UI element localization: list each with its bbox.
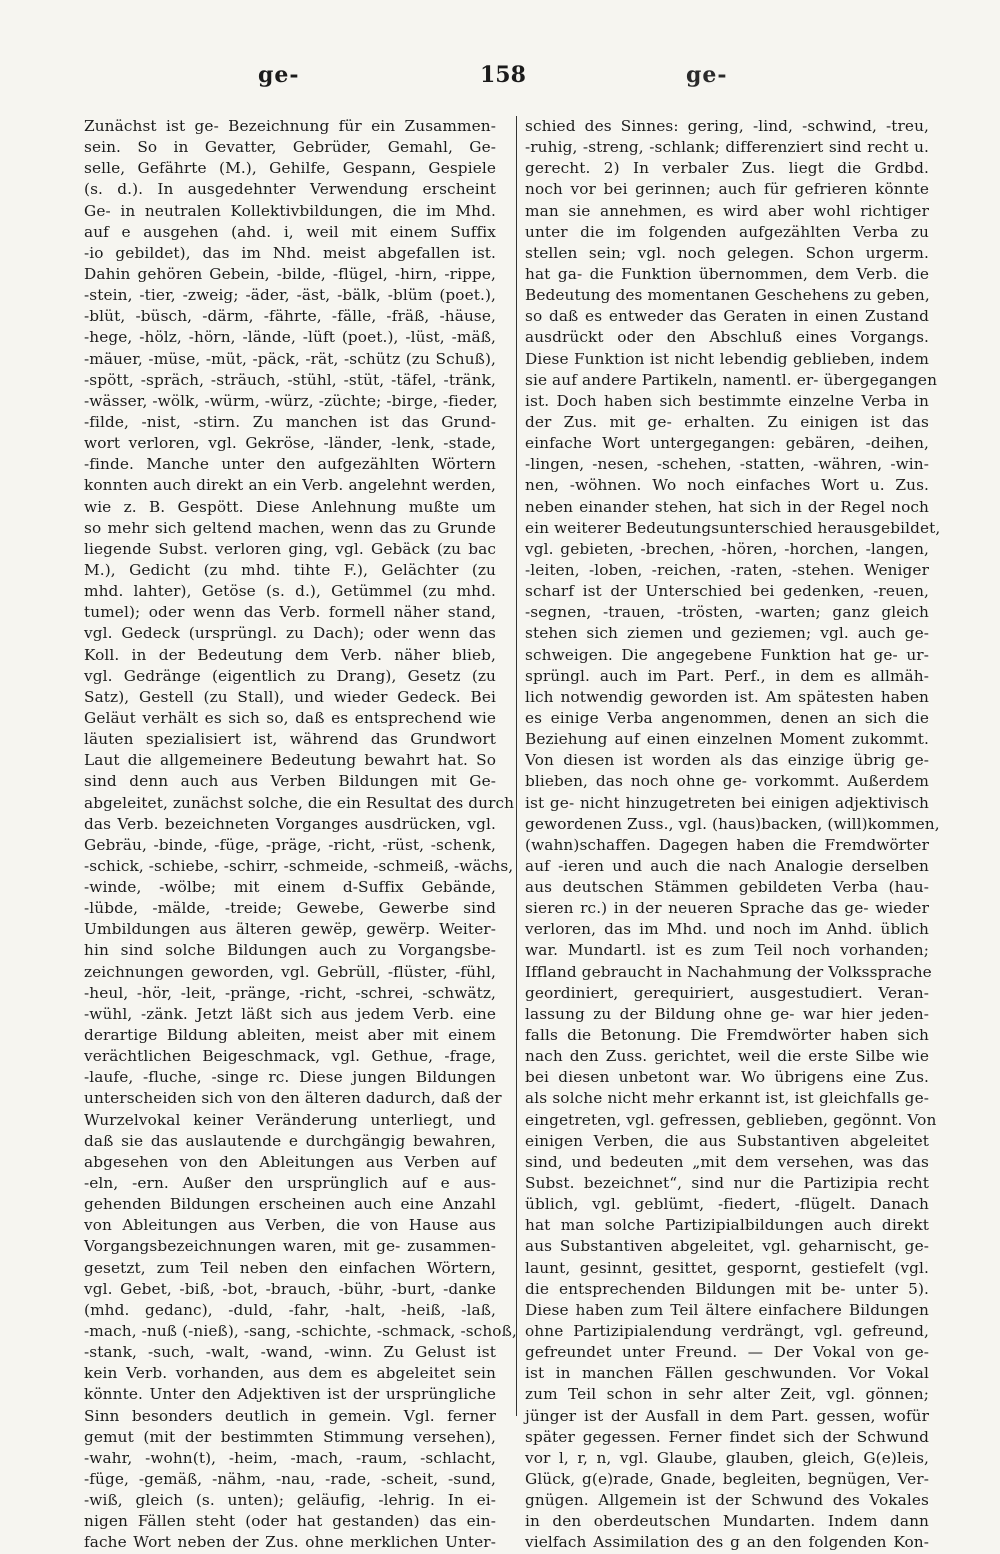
text-line: mhd. lahter), Getöse (s. d.), Getümmel (zu mhd. [84, 582, 496, 601]
text-line: sind, und bedeuten „mit dem versehen, was das [525, 1152, 929, 1171]
text-line: einfache Wort untergegangen: gebären, -deihen, [525, 434, 929, 453]
text-line: einigen Verben, die aus Substantiven abgeleitet [525, 1131, 929, 1150]
text-line: abgesehen von den Ableitungen aus Verben auf [84, 1152, 496, 1171]
left-text-column [84, 116, 517, 1552]
text-line: verloren, das im Mhd. und noch im Anhd. üblich [525, 920, 929, 939]
text-line: Dahin gehören Gebein, -bilde, -flügel, -hirn, -rippe, [84, 264, 496, 283]
text-line: geordiniert, gerequiriert, ausgestudiert. Veran- [525, 983, 929, 1002]
text-line: Vorgangsbezeichnungen waren, mit ge- zusammen- [84, 1237, 496, 1256]
text-line: Iffland gebraucht in Nachahmung der Volkssprache [525, 962, 932, 981]
text-line: (mhd. gedanc), -duld, -fahr, -halt, -heiß, -laß, [84, 1300, 496, 1319]
text-line: gnügen. Allgemein ist der Schwund des Vokales [525, 1491, 929, 1510]
text-line: hin sind solche Bildungen auch zu Vorgangsbe- [84, 941, 496, 960]
text-line: gesetzt, zum Teil neben den einfachen Wörtern, [84, 1258, 496, 1277]
text-line: aus deutschen Stämmen gebildeten Verba (hau- [525, 878, 929, 897]
text-line: abgeleitet, zunächst solche, die ein Resultat des durch [84, 793, 515, 812]
text-line: scharf ist der Unterschied bei gedenken, -reuen, [525, 582, 929, 601]
text-line: sie auf andere Partikeln, namentl. er- übergegangen [525, 370, 938, 389]
text-line: war. Mundartl. ist es zum Teil noch vorhanden; [525, 941, 929, 960]
text-line: neben einander stehen, hat sich in der Regel noch [525, 497, 929, 516]
text-line: stellen sein; vgl. noch gelegen. Schon urgerm. [525, 243, 929, 262]
text-line: daß sie das auslautende e durchgängig bewahren, [84, 1131, 496, 1150]
text-line: -stank, -such, -walt, -wand, -winn. Zu Gelust ist [84, 1343, 496, 1362]
text-line: -wässer, -wölk, -würm, -würz, -züchte; -birge, -fieder, [84, 391, 498, 410]
text-line: Wurzelvokal keiner Veränderung unterliegt, und [84, 1110, 496, 1129]
text-line: Satz), Gestell (zu Stall), und wieder Gedeck. Bei [84, 687, 496, 706]
text-line: -blüt, -büsch, -därm, -fährte, -fälle, -fräß, -häuse, [84, 307, 496, 326]
text-line: konnten auch direkt an ein Verb. angelehnt werden, [84, 476, 496, 495]
text-line: -winde, -wölbe; mit einem d-Suffix Gebände, [84, 878, 496, 897]
text-line: jünger ist der Ausfall in dem Part. gessen, wofür [525, 1406, 929, 1425]
text-line: ist ge- nicht hinzugetreten bei einigen adjektivisch [525, 793, 929, 812]
text-line: Diese haben zum Teil ältere einfachere Bildungen [525, 1300, 929, 1319]
text-line: üblich, vgl. geblümt, -fiedert, -flügelt. Danach [525, 1195, 929, 1214]
text-line: Koll. in der Bedeutung dem Verb. näher blieb, [84, 645, 496, 664]
text-line: Laut die allgemeinere Bedeutung bewahrt hat. So [84, 751, 496, 770]
text-line: -wahr, -wohn(t), -heim, -mach, -raum, -schlacht, [84, 1448, 496, 1467]
text-line: die entsprechenden Bildungen mit be- unter 5). [525, 1279, 929, 1298]
text-line: -wiß, gleich (s. unten); geläufig, -lehrig. In ei- [84, 1491, 496, 1510]
text-line: später gegessen. Ferner findet sich der Schwund [525, 1427, 929, 1446]
text-line: könnte. Unter den Adjektiven ist der ursprüngliche [84, 1385, 496, 1404]
text-line: -leiten, -loben, -reichen, -raten, -stehen. Weniger [525, 560, 929, 579]
text-line: ist. Doch haben sich bestimmte einzelne Verba in [525, 391, 929, 410]
text-line: sein. So in Gevatter, Gebrüder, Gemahl, Ge- [84, 138, 496, 157]
text-line: -io gebildet), das im Nhd. meist abgefallen ist. [84, 243, 496, 262]
text-line: bei diesen unbetont war. Wo übrigens eine Zus. [525, 1068, 929, 1087]
text-line: derartige Bildung ableiten, meist aber mit einem [84, 1026, 496, 1045]
text-line: ohne Partizipialendung verdrängt, vgl. gefreund, [525, 1322, 929, 1341]
text-line: von Ableitungen aus Verben, die von Hause aus [84, 1216, 496, 1235]
text-line: sind denn auch aus Verben Bildungen mit Ge- [84, 772, 496, 791]
text-line: vgl. Gebet, -biß, -bot, -brauch, -bühr, -burt, -danke [84, 1279, 496, 1298]
text-line: auf -ieren und auch die nach Analogie derselben [525, 856, 929, 875]
text-line: Umbildungen aus älteren gewëp, gewërp. Weiter- [84, 920, 496, 939]
text-line: man sie annehmen, es wird aber wohl richtiger [525, 201, 929, 220]
text-line: vgl. Gedeck (ursprüngl. zu Dach); oder wenn das [84, 624, 496, 643]
text-line: verächtlichen Beigeschmack, vgl. Gethue, -frage, [84, 1047, 496, 1066]
text-line: kein Verb. vorhanden, aus dem es abgeleitet sein [84, 1364, 496, 1383]
text-line: wort verloren, vgl. Gekröse, -länder, -lenk, -stade, [84, 434, 496, 453]
text-line: Gebräu, -binde, -füge, -präge, -richt, -rüst, -schenk, [84, 835, 496, 854]
text-line: -filde, -nist, -stirn. Zu manchen ist das Grund- [84, 412, 496, 431]
text-line: wie z. B. Gespött. Diese Anlehnung mußte um [84, 497, 496, 516]
text-line: Sinn besonders deutlich in gemein. Vgl. ferner [84, 1406, 496, 1425]
text-line: stehen sich ziemen und geziemen; vgl. auch ge- [525, 624, 929, 643]
text-line: -eln, -ern. Außer den ursprünglich auf e aus- [84, 1174, 496, 1193]
text-line: M.), Gedicht (zu mhd. tihte F.), Gelächter (zu [84, 560, 496, 579]
text-line: -lingen, -nesen, -schehen, -statten, -währen, -win- [525, 455, 929, 474]
text-line: gehenden Bildungen erscheinen auch eine Anzahl [84, 1195, 496, 1214]
text-line: nach den Zuss. gerichtet, weil die erste Silbe wie [525, 1047, 929, 1066]
text-line: sieren rc.) in der neueren Sprache das ge- wieder [525, 899, 929, 918]
text-line: aus Substantiven abgeleitet, vgl. geharnischt, ge- [525, 1237, 929, 1256]
text-line: -ruhig, -streng, -schlank; differenziert sind recht u. [525, 138, 929, 157]
text-line: selle, Gefährte (M.), Gehilfe, Gespann, Gespiele [84, 159, 496, 178]
text-line: ist in manchen Fällen geschwunden. Vor Vokal [525, 1364, 929, 1383]
text-line: das Verb. bezeichneten Vorganges ausdrücken, vgl. [84, 814, 496, 833]
text-line: hat man solche Partizipialbildungen auch direkt [525, 1216, 929, 1235]
text-line: Von diesen ist worden als das einzige übrig ge- [525, 751, 929, 770]
text-line: schweigen. Die angegebene Funktion hat ge- ur- [525, 645, 929, 664]
text-line: in den oberdeutschen Mundarten. Indem dann [525, 1512, 929, 1531]
page-header [0, 62, 1000, 102]
text-line: unterscheiden sich von den älteren dadurch, daß der [84, 1089, 502, 1108]
text-line: lich notwendig geworden ist. Am spätesten haben [525, 687, 929, 706]
text-line: liegende Subst. verloren ging, vgl. Gebäck (zu bac [84, 539, 496, 558]
text-line: -spött, -spräch, -sträuch, -stühl, -stüt, -täfel, -tränk, [84, 370, 496, 389]
text-line: Ge- in neutralen Kollektivbildungen, die im Mhd. [84, 201, 496, 220]
text-line: so mehr sich geltend machen, wenn das zu Grunde [84, 518, 496, 537]
text-line: -stein, -tier, -zweig; -äder, -äst, -bälk, -blüm (poet.), [84, 286, 496, 305]
text-line: schied des Sinnes: gering, -lind, -schwind, -treu, [525, 117, 929, 135]
text-line: (s. d.). In ausgedehnter Verwendung erscheint [84, 180, 496, 199]
text-line: tumel); oder wenn das Verb. formell näher stand, [84, 603, 496, 622]
text-line: -finde. Manche unter den aufgezählten Wörtern [84, 455, 496, 474]
text-line: vgl. gebieten, -brechen, -hören, -horchen, -langen, [525, 539, 929, 558]
text-line: noch vor bei gerinnen; auch für gefrieren könnte [525, 180, 929, 199]
text-line: gerecht. 2) In verbaler Zus. liegt die Grdbd. [525, 159, 929, 178]
text-line: der Zus. mit ge- erhalten. Zu einigen ist das [525, 412, 929, 431]
text-line: Subst. bezeichnet“, sind nur die Partizipia recht [525, 1174, 929, 1193]
text-line: auf e ausgehen (ahd. i, weil mit einem Suffix [84, 222, 496, 241]
text-line: -segnen, -trauen, -trösten, -warten; ganz gleich [525, 603, 929, 622]
text-line: zum Teil schon in sehr alter Zeit, vgl. gönnen; [525, 1385, 929, 1404]
text-line: gewordenen Zuss., vgl. (haus)backen, (will)kommen, [525, 814, 940, 833]
text-line: -heul, -hör, -leit, -pränge, -richt, -schrei, -schwätz, [84, 983, 496, 1002]
text-line: gefreundet unter Freund. — Der Vokal von ge- [525, 1343, 929, 1362]
text-line: hat ga- die Funktion übernommen, dem Verb. die [525, 264, 929, 283]
text-line: vor l, r, n, vgl. Glaube, glauben, gleich, G(e)leis, [525, 1448, 929, 1467]
text-line: Glück, g(e)rade, Gnade, begleiten, begnügen, Ver- [525, 1470, 929, 1488]
right-catchword: ge- [686, 62, 728, 88]
text-line: Zunächst ist ge- Bezeichnung für ein Zusammen- [84, 117, 496, 135]
text-line: Bedeutung des momentanen Geschehens zu geben, [525, 286, 930, 305]
text-line: -laufe, -fluche, -singe rc. Diese jungen Bildungen [84, 1068, 496, 1087]
text-line: blieben, das noch ohne ge- vorkommt. Außerdem [525, 772, 929, 791]
text-line: zeichnungen geworden, vgl. Gebrüll, -flüster, -fühl, [84, 962, 496, 981]
text-line: so daß es entweder das Geraten in einen Zustand [525, 307, 929, 326]
text-line: Diese Funktion ist nicht lebendig geblieben, indem [525, 349, 929, 368]
text-line: Beziehung auf einen einzelnen Moment zukommt. [525, 730, 929, 749]
text-line: -mäuer, -müse, -müt, -päck, -rät, -schütz (zu Schuß), [84, 349, 496, 368]
text-line: -mach, -nuß (-nieß), -sang, -schichte, -schmack, -schoß, [84, 1322, 517, 1341]
text-line: vgl. Gedränge (eigentlich zu Drang), Gesetz (zu [84, 666, 496, 685]
text-line: -füge, -gemäß, -nähm, -nau, -rade, -scheit, -sund, [84, 1470, 496, 1488]
text-line: nen, -wöhnen. Wo noch einfaches Wort u. Zus. [525, 476, 929, 495]
text-line: ausdrückt oder den Abschluß eines Vorgangs. [525, 328, 929, 347]
text-line: nigen Fällen steht (oder hat gestanden) das ein- [84, 1512, 496, 1531]
page-number: 158 [480, 62, 526, 88]
text-line: fache Wort neben der Zus. ohne merklichen Unter- [84, 1533, 496, 1552]
text-line: -wühl, -zänk. Jetzt läßt sich aus jedem Verb. eine [84, 1004, 496, 1023]
text-line: (wahn)schaffen. Dagegen haben die Fremdwörter [525, 835, 929, 854]
text-line: eingetreten, vgl. gefressen, geblieben, gegönnt. Von [525, 1110, 937, 1129]
text-line: -schick, -schiebe, -schirr, -schmeide, -schmeiß, -wächs, [84, 856, 514, 875]
text-line: falls die Betonung. Die Fremdwörter haben sich [525, 1026, 929, 1045]
text-line: -lübde, -mälde, -treide; Gewebe, Gewerbe sind [84, 899, 496, 918]
text-line: -hege, -hölz, -hörn, -lände, -lüft (poet.), -lüst, -mäß, [84, 328, 496, 347]
text-line: gemut (mit der bestimmten Stimmung versehen), [84, 1427, 496, 1446]
text-line: als solche nicht mehr erkannt ist, ist gleichfalls ge- [525, 1089, 929, 1108]
text-line: launt, gesinnt, gesittet, gespornt, gestiefelt (vgl. [525, 1258, 929, 1277]
text-line: lassung zu der Bildung ohne ge- war hier jeden- [525, 1004, 929, 1023]
text-line: vielfach Assimilation des g an den folgenden Kon- [525, 1533, 929, 1552]
text-line: läuten spezialisiert ist, während das Grundwort [84, 730, 496, 749]
right-text-column [516, 116, 941, 1552]
text-line: sprüngl. auch im Part. Perf., in dem es allmäh- [525, 666, 929, 685]
text-line: es einige Verba angenommen, denen an sich die [525, 708, 929, 727]
text-line: ein weiterer Bedeutungsunterschied herausgebildet, [525, 518, 941, 537]
text-line: unter die im folgenden aufgezählten Verba zu [525, 222, 929, 241]
text-line: Geläut verhält es sich so, daß es entsprechend wie [84, 708, 496, 727]
left-catchword: ge- [258, 62, 300, 88]
